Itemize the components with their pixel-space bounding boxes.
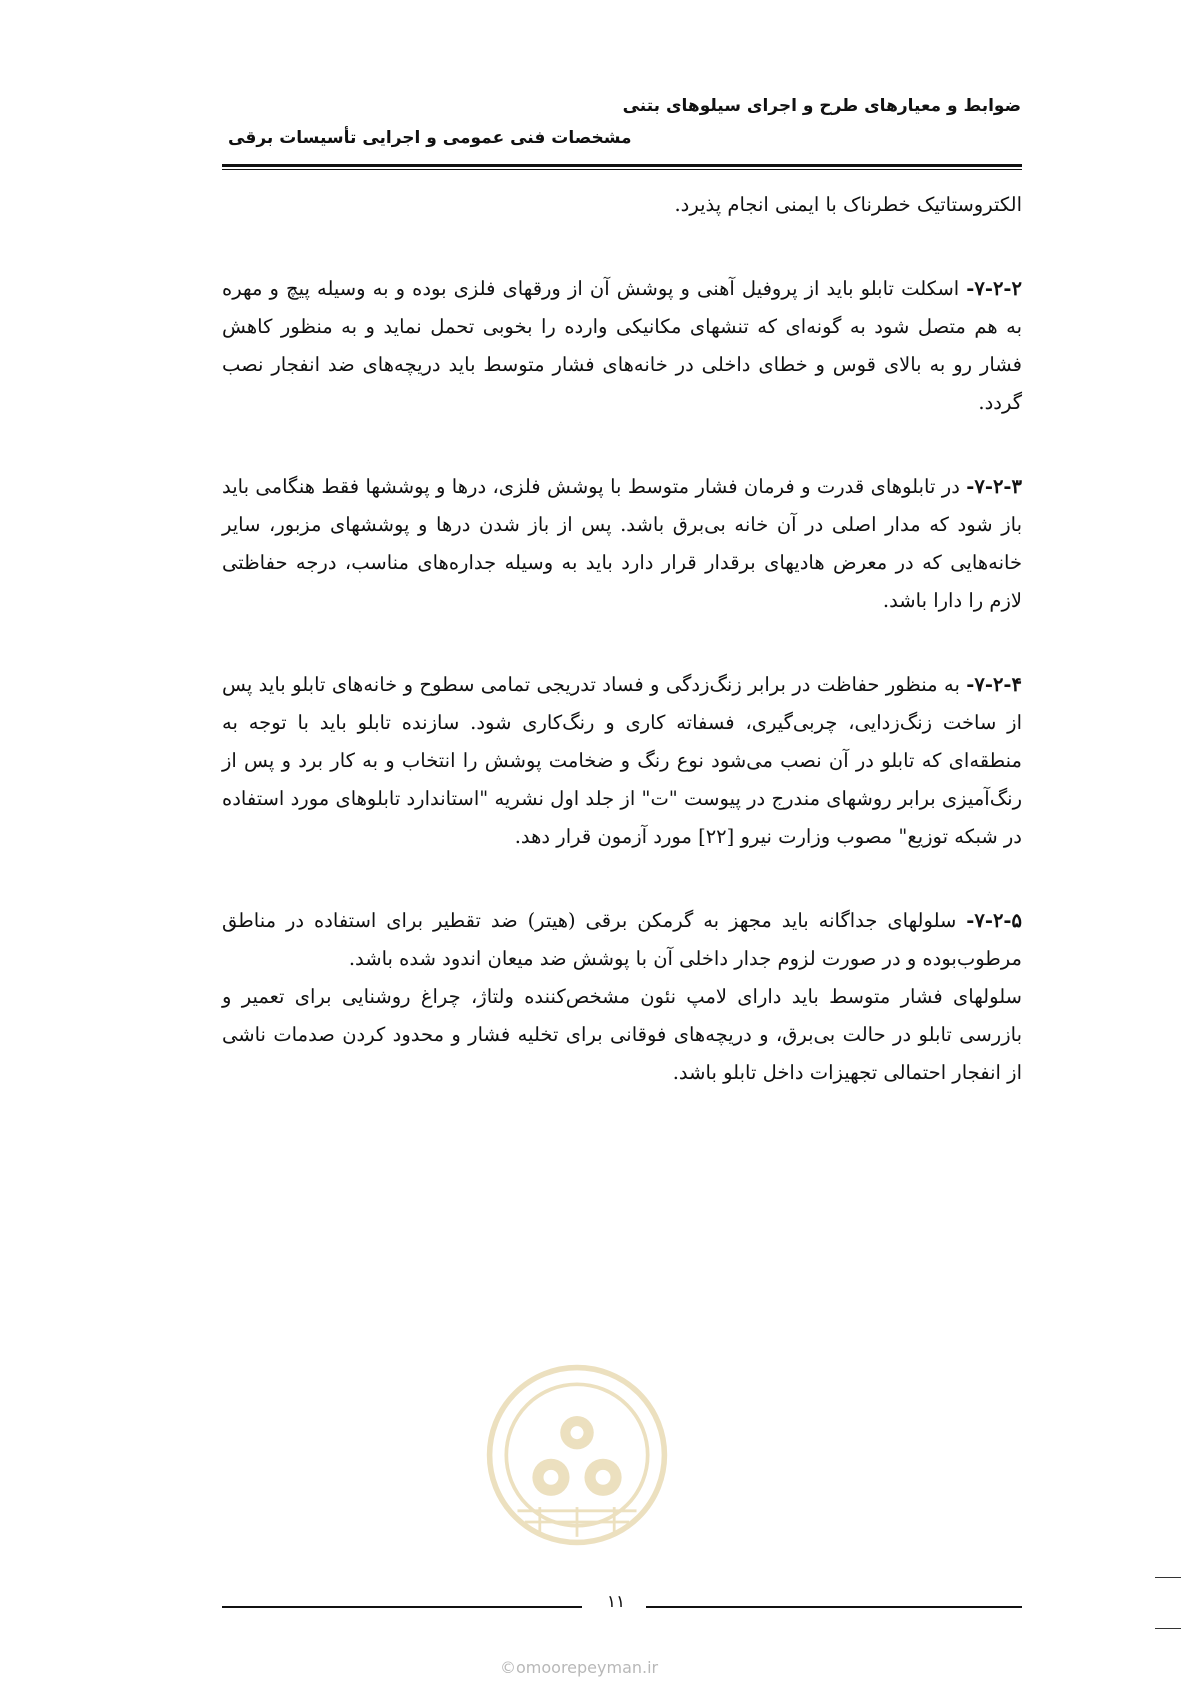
clause-number: ۷-۲-۳-	[966, 475, 1022, 498]
footer-rule-left	[222, 1606, 582, 1608]
book-title: ضوابط و معیارهای طرح و اجرای سیلوهای بتنی	[622, 96, 1021, 116]
site-watermark	[500, 1658, 658, 1677]
clause-number: ۷-۲-۲-	[966, 277, 1022, 300]
footer-rule-right	[646, 1606, 1022, 1608]
body-text	[222, 186, 1022, 1092]
clause-text: سلولهای جداگانه باید مجهز به گرمکن برقی (هیتر) ضد تقطیر برای استفاده در مناطق مرطوب‌بوده و در صورت لزوم جدار داخلی آن با پوشش ضد میعان اندود شده باشد.	[222, 909, 1022, 970]
clause-text: اسکلت تابلو باید از پروفیل آهنی و پوشش آن از ورقهای فلزی بوده و به وسیله پیچ و مهره به هم متصل شود به گونه‌ای که تنشهای مکانیکی وارده را بخوبی تحمل نماید و به منظور کاهش فشار رو به بالای قوس و خطای داخلی در خانه‌های فشار متوسط باید دریچه‌های ضد انفجار نصب گردد.	[222, 277, 1022, 414]
header-rule	[222, 164, 1022, 167]
intro-line: الکتروستاتیک خطرناک با ایمنی انجام پذیرد.	[674, 193, 1022, 216]
margin-mark	[1155, 1577, 1181, 1578]
clause-text: در تابلوهای قدرت و فرمان فشار متوسط با پوشش فلزی، درها و پوششها فقط هنگامی باید باز شود که مدار اصلی در آن خانه بی‌برق باشد. پس از باز شدن درها و پوششهای مزبور، سایر خانه‌هایی که در معرض هادیهای برقدار قرار دارد باید به وسیله جداره‌های مناسب، درجه حفاظتی لازم را دارا باشد.	[222, 475, 1022, 612]
closing-paragraph: سلولهای فشار متوسط باید دارای لامپ نئون مشخص‌کننده ولتاژ، چراغ روشنایی برای تعمیر و بازرسی تابلو در حالت بی‌برق، و دریچه‌های فوقانی برای تخلیه فشار و محدود کردن صدمات ناشی از انفجار احتمالی تجهیزات داخل تابلو باشد.	[222, 985, 1022, 1084]
paragraph-7-2-5	[222, 902, 1022, 978]
clause-number: ۷-۲-۵-	[966, 909, 1022, 932]
site-name: omoorepeyman.ir	[516, 1658, 659, 1677]
page-number: ۱۱	[606, 1592, 626, 1612]
gear-seal-icon	[484, 1362, 670, 1548]
clause-number: ۷-۲-۴-	[966, 673, 1022, 696]
paragraph-7-2-3	[222, 468, 1022, 620]
header-rule-thin	[222, 169, 1022, 170]
section-title: مشخصات فنی عمومی و اجرایی تأسیسات برقی	[228, 128, 632, 148]
clause-text: به منظور حفاظت در برابر زنگ‌زدگی و فساد تدریجی تمامی سطوح و خانه‌های تابلو باید پس از ساخت زنگ‌زدایی، چربی‌گیری، فسفاته کاری و رنگ‌کاری شود. سازنده تابلو باید با توجه به منطقه‌ای که تابلو در آن نصب می‌شود نوع رنگ و ضخامت پوشش را انتخاب و به کار برد و پس از رنگ‌آمیزی برابر روشهای مندرج در پیوست "ت" از جلد اول نشریه "استاندارد تابلوهای مورد استفاده در شبکه توزیع" مصوب وزارت نیرو [۲۲] مورد آزمون قرار دهد.	[222, 673, 1022, 848]
paragraph-7-2-2	[222, 270, 1022, 422]
copyright-icon: ©	[500, 1658, 516, 1677]
margin-mark	[1155, 1628, 1181, 1629]
paragraph-7-2-4	[222, 666, 1022, 856]
